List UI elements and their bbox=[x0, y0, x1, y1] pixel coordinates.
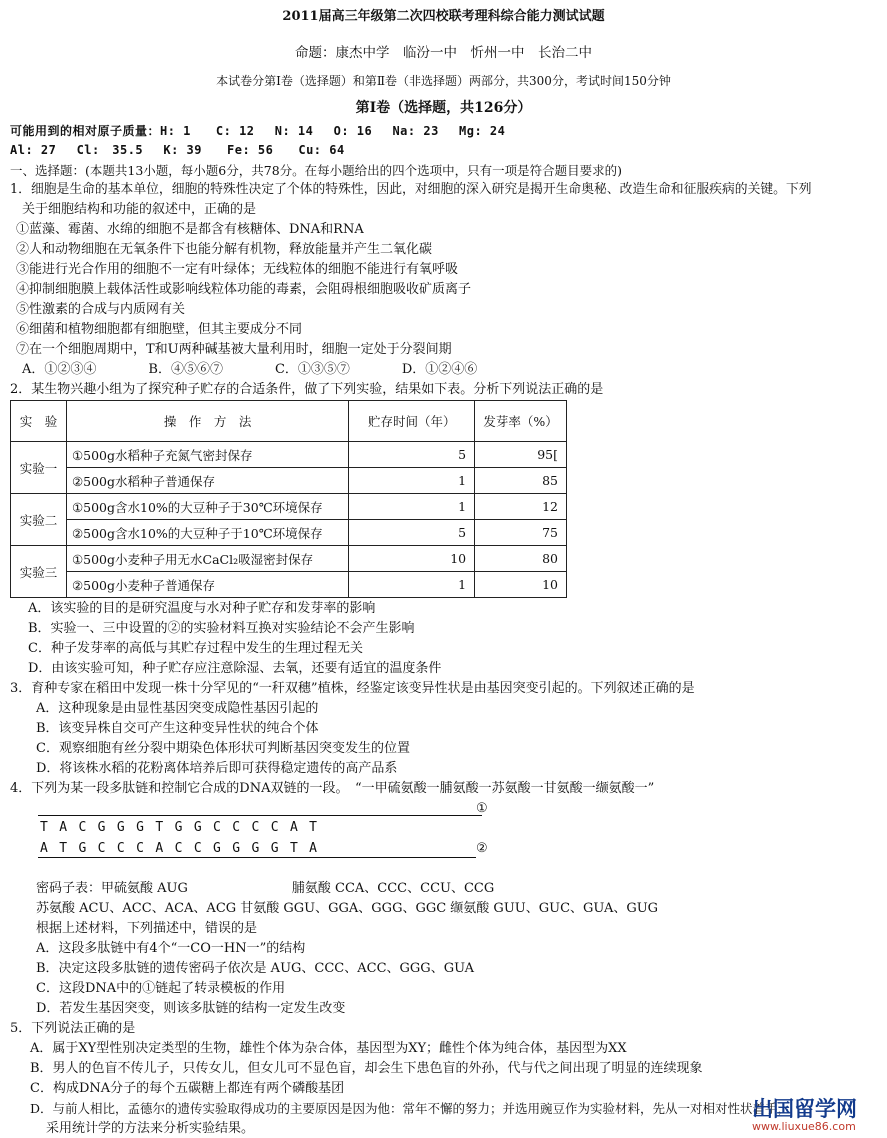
header-germination-rate: 发芽率（%） bbox=[475, 401, 567, 442]
rate-cell: 80 bbox=[475, 546, 567, 572]
time-cell: 1 bbox=[349, 468, 475, 494]
strand-2-line bbox=[38, 857, 476, 858]
table-row bbox=[11, 494, 567, 520]
q1-stem-cont: 关于细胞结构和功能的叙述中，正确的是 bbox=[22, 202, 257, 217]
header-storage-time: 贮存时间（年） bbox=[349, 401, 475, 442]
dna-strand-1: TACGGGTGGCCCCAT bbox=[40, 820, 329, 835]
time-cell: 1 bbox=[349, 494, 475, 520]
page-title: 2011届高三年级第二次四校联考理科综合能力测试试题 bbox=[282, 9, 605, 24]
watermark-url: www.liuxue86.com bbox=[752, 1120, 856, 1133]
table-row bbox=[11, 546, 567, 572]
method-cell: ②500g含水10%的大豆种子于10℃环境保存 bbox=[66, 520, 348, 546]
q4-option: C．这段DNA中的①链起了转录模板的作用 bbox=[36, 981, 286, 996]
q2-option: B．实验一、三中设置的②的实验材料互换对实验结论不会产生影响 bbox=[28, 621, 415, 636]
q5-option-cont: 采用统计学的方法来分析实验结果。 bbox=[46, 1121, 255, 1136]
table-row bbox=[11, 520, 567, 546]
q1-options: A．①②③④ B．④⑤⑥⑦ C．①③⑤⑦ D．①②④⑥ bbox=[22, 362, 478, 377]
q1-stem: 1．细胞是生命的基本单位，细胞的特殊性决定了个体的特殊性，因此，对细胞的深入研究是揭开生命奥秘、改造生命和征服疾病的关键。下列 bbox=[10, 182, 812, 197]
watermark-name: 出国留学网 bbox=[752, 1097, 857, 1121]
table-row bbox=[11, 468, 567, 494]
codon-table-line-1: 密码子表：甲硫氨酸 AUG 脯氨酸 CCA、CCC、CCU、CCG bbox=[36, 881, 495, 896]
q3-option: B．该变异株自交可产生这种变异性状的纯合个体 bbox=[36, 721, 319, 736]
q5-option: A．属于XY型性别决定类型的生物，雄性个体为杂合体，基因型为XY；雌性个体为纯合体，基因型为XX bbox=[30, 1041, 627, 1056]
q1-item: ⑤性激素的合成与内质网有关 bbox=[16, 302, 186, 317]
schools-line: 命题：康杰中学 临汾一中 忻州一中 长治二中 bbox=[295, 45, 592, 61]
q3-stem: 3．育种专家在稻田中发现一株十分罕见的“一秆双穗”植株，经鉴定该变异性状是由基因突变引起的。下列叙述正确的是 bbox=[10, 681, 695, 696]
group-label: 实验三 bbox=[11, 546, 67, 598]
strand-label-2: ② bbox=[476, 841, 488, 856]
q4-option: B．决定这段多肽链的遗传密码子依次是 AUG、CCC、ACC、GGG、GUA bbox=[36, 961, 475, 976]
q1-item: ④抑制细胞膜上载体活性或影响线粒体功能的毒素，会阻碍根细胞吸收矿质离子 bbox=[16, 282, 472, 297]
method-cell: ②500g水稻种子普通保存 bbox=[66, 468, 348, 494]
time-cell: 10 bbox=[349, 546, 475, 572]
header-experiment: 实 验 bbox=[11, 401, 67, 442]
header-method: 操 作 方 法 bbox=[66, 401, 348, 442]
part-one-instructions: 一、选择题：(本题共13小题，每小题6分，共78分。在每小题给出的四个选项中，只有一项是符合题目要求的) bbox=[10, 163, 623, 178]
q1-item: ①蓝藻、霉菌、水绵的细胞不是都含有核糖体、DNA和RNA bbox=[16, 222, 364, 237]
q1-item: ③能进行光合作用的细胞不一定有叶绿体；无线粒体的细胞不能进行有氧呼吸 bbox=[16, 262, 459, 277]
q2-stem: 2．某生物兴趣小组为了探究种子贮存的合适条件，做了下列实验，结果如下表。分析下列说法正确的是 bbox=[10, 382, 604, 397]
rate-cell: 95[ bbox=[475, 442, 567, 468]
group-label: 实验二 bbox=[11, 494, 67, 546]
rate-cell: 85 bbox=[475, 468, 567, 494]
atomic-mass-line-1: 可能用到的相对原子质量：H: 1 C: 12 N: 14 O: 16 Na: 23 Mg: 24 bbox=[10, 124, 506, 138]
table-row bbox=[11, 442, 567, 468]
q1-item: ⑦在一个细胞周期中，T和U两种碱基被大量利用时，细胞一定处于分裂间期 bbox=[16, 342, 452, 357]
q2-option: D．由该实验可知，种子贮存应注意除湿、去氧，还要有适宜的温度条件 bbox=[28, 661, 442, 676]
method-cell: ②500g小麦种子普通保存 bbox=[66, 572, 348, 598]
rate-cell: 12 bbox=[475, 494, 567, 520]
strand-1-line bbox=[38, 815, 482, 816]
group-label: 实验一 bbox=[11, 442, 67, 494]
time-cell: 5 bbox=[349, 442, 475, 468]
table-header-row bbox=[11, 401, 567, 442]
section-heading: 第Ⅰ卷（选择题，共126分） bbox=[355, 100, 532, 116]
rate-cell: 10 bbox=[475, 572, 567, 598]
codon-table-line-2: 苏氨酸 ACU、ACC、ACA、ACG 甘氨酸 GGU、GGA、GGG、GGC 缬氨酸 GUU、GUC、GUA、GUG bbox=[36, 901, 659, 916]
exam-notice: 本试卷分第Ⅰ卷（选择题）和第Ⅱ卷（非选择题）两部分，共300分，考试时间150分钟 bbox=[216, 74, 671, 88]
q4-stem: 4．下列为某一段多肽链和控制它合成的DNA双链的一段。 “一甲硫氨酸一脯氨酸一苏氨酸一甘氨酸一缬氨酸一” bbox=[10, 781, 655, 796]
q3-option: D．将该株水稻的花粉离体培养后即可获得稳定遗传的高产品系 bbox=[36, 761, 398, 776]
method-cell: ①500g小麦种子用无水CaCl₂吸湿密封保存 bbox=[66, 546, 348, 572]
site-watermark bbox=[752, 1098, 857, 1133]
q4-lead: 根据上述材料，下列描述中，错误的是 bbox=[36, 921, 258, 936]
dna-strand-2: ATGCCCACCGGGGTA bbox=[40, 841, 329, 856]
time-cell: 5 bbox=[349, 520, 475, 546]
q5-option: B．男人的色盲不传儿子，只传女儿，但女儿可不显色盲，却会生下患色盲的外孙，代与代之间出现了明显的连续现象 bbox=[30, 1061, 703, 1076]
q1-item: ②人和动物细胞在无氧条件下也能分解有机物，释放能量并产生二氧化碳 bbox=[16, 242, 433, 257]
q4-option: D．若发生基因突变，则该多肽链的结构一定发生改变 bbox=[36, 1001, 346, 1016]
method-cell: ①500g水稻种子充氮气密封保存 bbox=[66, 442, 348, 468]
q5-option: D．与前人相比，孟德尔的遗传实验取得成功的主要原因是因为他：常年不懈的努力；并选用豌豆作为实验材料，先从一对相对性状着手， bbox=[30, 1101, 791, 1116]
atomic-mass-line-2: Al: 27 Cl: 35.5 K: 39 Fe: 56 Cu: 64 bbox=[10, 143, 345, 157]
q3-option: A．这种现象是由显性基因突变成隐性基因引起的 bbox=[36, 701, 319, 716]
rate-cell: 75 bbox=[475, 520, 567, 546]
table-row bbox=[11, 572, 567, 598]
strand-label-1: ① bbox=[476, 801, 488, 816]
q1-item: ⑥细菌和植物细胞都有细胞壁，但其主要成分不同 bbox=[16, 322, 303, 337]
seed-storage-table bbox=[10, 400, 567, 598]
q5-stem: 5．下列说法正确的是 bbox=[10, 1021, 136, 1036]
method-cell: ①500g含水10%的大豆种子于30℃环境保存 bbox=[66, 494, 348, 520]
q2-option: A．该实验的目的是研究温度与水对种子贮存和发芽率的影响 bbox=[28, 601, 376, 616]
q2-option: C．种子发芽率的高低与其贮存过程中发生的生理过程无关 bbox=[28, 641, 363, 656]
q4-option: A．这段多肽链中有4个“一CO一HN一”的结构 bbox=[36, 941, 306, 956]
q5-option: C．构成DNA分子的每个五碳糖上都连有两个磷酸基团 bbox=[30, 1081, 345, 1096]
q3-option: C．观察细胞有丝分裂中期染色体形状可判断基因突变发生的位置 bbox=[36, 741, 410, 756]
time-cell: 1 bbox=[349, 572, 475, 598]
